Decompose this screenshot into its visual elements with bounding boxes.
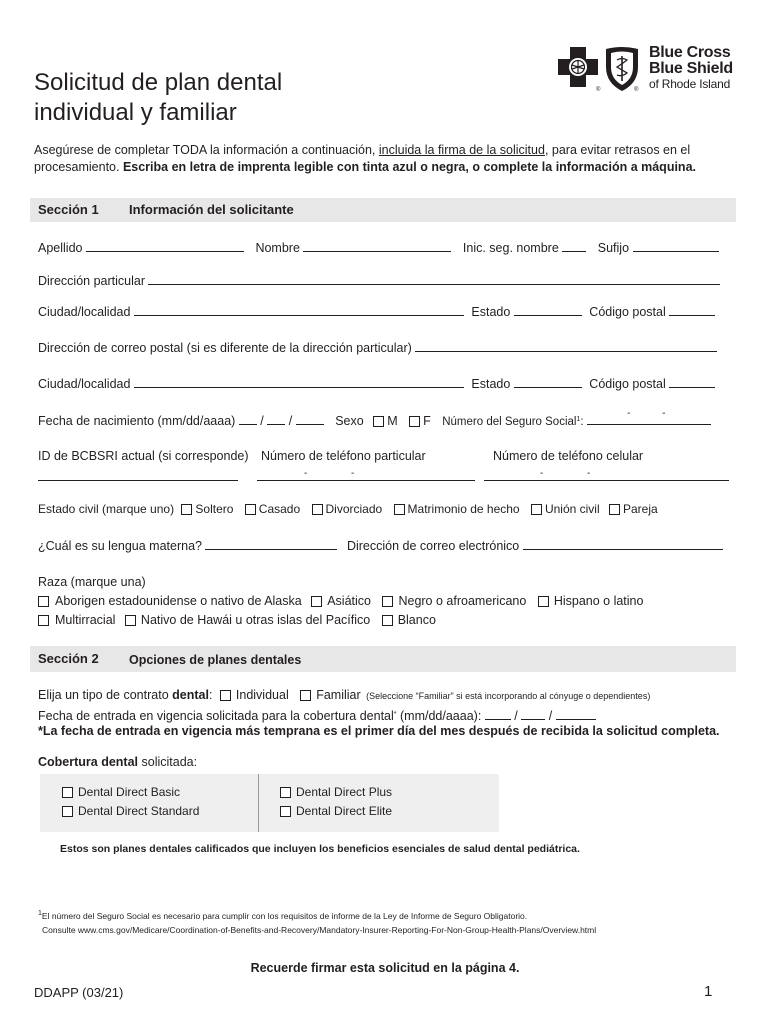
codigo-postal-2-field[interactable] bbox=[669, 374, 715, 388]
address-row: Dirección particular bbox=[38, 271, 720, 288]
plan-standard-option[interactable]: Dental Direct Standard bbox=[62, 804, 199, 818]
sexo-f-checkbox[interactable] bbox=[409, 416, 420, 427]
civil-checkbox[interactable] bbox=[312, 504, 323, 515]
id-bcbsri-field[interactable] bbox=[38, 480, 238, 481]
civil-option[interactable]: Divorciado bbox=[312, 502, 383, 516]
race-option[interactable]: Multirracial bbox=[38, 613, 115, 627]
form-code: DDAPP (03/21) bbox=[34, 985, 124, 1000]
race-row-1 bbox=[38, 594, 643, 608]
effective-month-field[interactable] bbox=[485, 706, 511, 720]
city-row: Ciudad/localidad Estado Código postal bbox=[38, 302, 715, 319]
estado-postal-field[interactable] bbox=[514, 374, 582, 388]
tel-particular-field[interactable]: - - bbox=[257, 480, 475, 481]
nombre-field[interactable] bbox=[303, 238, 451, 252]
logo-wordmark: Blue Cross Blue Shield of Rhode Island bbox=[649, 44, 733, 91]
race-option[interactable]: Blanco bbox=[382, 613, 436, 627]
estado-field[interactable] bbox=[514, 302, 582, 316]
plan-checkbox[interactable] bbox=[62, 806, 73, 817]
ciudad-postal-field[interactable] bbox=[134, 374, 464, 388]
sign-reminder: Recuerde firmar esta solicitud en la página 4. bbox=[250, 961, 520, 975]
page-title: Solicitud de plan dental individual y familiar bbox=[34, 69, 283, 126]
plan-plus-option[interactable]: Dental Direct Plus bbox=[280, 785, 392, 799]
race-option[interactable]: Asiático bbox=[311, 594, 371, 608]
civil-option[interactable]: Matrimonio de hecho bbox=[394, 502, 520, 516]
plans-note: Estos son planes dentales calificados que incluyen los beneficios esenciales de salud dental pediátrica. bbox=[60, 843, 580, 855]
race-option[interactable]: Nativo de Hawái u otras islas del Pacífico bbox=[125, 613, 370, 627]
race-option[interactable]: Aborigen estadounidense o nativo de Alaska bbox=[38, 594, 302, 608]
civil-option[interactable]: Soltero bbox=[181, 502, 233, 516]
email-field[interactable] bbox=[523, 536, 723, 550]
race-checkbox[interactable] bbox=[382, 615, 393, 626]
correo-postal-field[interactable] bbox=[415, 338, 717, 352]
race-checkbox[interactable] bbox=[538, 596, 549, 607]
coverage-options-box bbox=[40, 774, 499, 832]
marital-status-row: Estado civil (marque uno) Soltero Casado Divorciado Matrimonio de hecho Unión civil Pareja bbox=[38, 502, 658, 516]
effective-year-field[interactable] bbox=[556, 706, 596, 720]
codigo-postal-field[interactable] bbox=[669, 302, 715, 316]
effective-date-row: Fecha de entrada en vigencia solicitada para la cobertura dental* (mm/dd/aaaa): / / bbox=[38, 706, 596, 723]
contract-familiar-option[interactable]: Familiar bbox=[300, 688, 360, 702]
individual-checkbox[interactable] bbox=[220, 690, 231, 701]
plan-checkbox[interactable] bbox=[62, 787, 73, 798]
coverage-divider bbox=[258, 774, 259, 832]
svg-text:®: ® bbox=[596, 87, 601, 93]
inicial-field[interactable] bbox=[562, 238, 586, 252]
civil-checkbox[interactable] bbox=[531, 504, 542, 515]
race-checkbox[interactable] bbox=[311, 596, 322, 607]
civil-option[interactable]: Casado bbox=[245, 502, 300, 516]
birth-year-field[interactable] bbox=[296, 411, 324, 425]
effective-date-note: *La fecha de entrada en vigencia más temprana es el primer día del mes después de recibida la solicitud completa. bbox=[38, 724, 720, 738]
civil-checkbox[interactable] bbox=[394, 504, 405, 515]
civil-option[interactable]: Unión civil bbox=[531, 502, 600, 516]
page-number: 1 bbox=[704, 983, 713, 1000]
race-option[interactable]: Negro o afroamericano bbox=[382, 594, 526, 608]
sufijo-field[interactable] bbox=[633, 238, 719, 252]
familiar-checkbox[interactable] bbox=[300, 690, 311, 701]
footnote-line-1: $^1$El número del Seguro Social es necesario para cumplir con los requisitos de informe de la Ley de Informe de Seguro Obligatorio. bbox=[38, 910, 528, 921]
civil-option[interactable]: Pareja bbox=[609, 502, 658, 516]
race-option[interactable]: Hispano o latino bbox=[538, 594, 644, 608]
name-row: Apellido Nombre Inic. seg. nombre Sufijo bbox=[38, 238, 719, 255]
coverage-label: Cobertura dental solicitada: bbox=[38, 755, 198, 769]
section-2-header: Sección 2 Opciones de planes dentales bbox=[30, 646, 736, 672]
ssn-label: Número del Seguro Social$^1$: bbox=[442, 416, 584, 428]
birth-sex-ssn-row: Fecha de nacimiento (mm/dd/aaaa) / / Sexo M F Número del Seguro Social$^1$: - - bbox=[38, 411, 711, 428]
cross-shield-icon bbox=[556, 45, 648, 97]
section-1-header: Sección 1 Información del solicitante bbox=[30, 198, 736, 222]
sexo-m-checkbox[interactable] bbox=[373, 416, 384, 427]
language-email-row: ¿Cuál es su lengua materna? Dirección de correo electrónico bbox=[38, 536, 723, 553]
race-label: Raza (marque una) bbox=[38, 575, 146, 589]
civil-checkbox[interactable] bbox=[609, 504, 620, 515]
race-checkbox[interactable] bbox=[38, 615, 49, 626]
mailing-address-row: Dirección de correo postal (si es diferente de la dirección particular) bbox=[38, 338, 717, 355]
birth-month-field[interactable] bbox=[239, 411, 257, 425]
civil-checkbox[interactable] bbox=[245, 504, 256, 515]
direccion-field[interactable] bbox=[148, 271, 720, 285]
ssn-field[interactable]: - - bbox=[587, 411, 711, 425]
bcbsri-logo bbox=[556, 45, 740, 97]
effective-day-field[interactable] bbox=[521, 706, 545, 720]
plan-basic-option[interactable]: Dental Direct Basic bbox=[62, 785, 180, 799]
plan-checkbox[interactable] bbox=[280, 787, 291, 798]
tel-celular-field[interactable]: - - bbox=[484, 480, 729, 481]
ciudad-field[interactable] bbox=[134, 302, 464, 316]
race-checkbox[interactable] bbox=[382, 596, 393, 607]
plan-checkbox[interactable] bbox=[280, 806, 291, 817]
footnote-line-2: Consulte www.cms.gov/Medicare/Coordination-of-Benefits-and-Recovery/Mandatory-Insurer-Reporting-For-Non-Group-Health-Plans/Overview.html bbox=[42, 925, 597, 935]
race-checkbox[interactable] bbox=[38, 596, 49, 607]
svg-text:®: ® bbox=[634, 87, 639, 93]
race-checkbox[interactable] bbox=[125, 615, 136, 626]
birth-day-field[interactable] bbox=[267, 411, 285, 425]
plan-elite-option[interactable]: Dental Direct Elite bbox=[280, 804, 392, 818]
civil-checkbox[interactable] bbox=[181, 504, 192, 515]
contract-individual-option[interactable]: Individual bbox=[220, 688, 289, 702]
apellido-field[interactable] bbox=[86, 238, 244, 252]
mailing-city-row: Ciudad/localidad Estado Código postal bbox=[38, 374, 715, 391]
race-row-2 bbox=[38, 613, 436, 627]
contract-type-row: Elija un tipo de contrato dental: Individual Familiar (Seleccione “Familiar” si está incorporando al cónyuge o dependientes) bbox=[38, 688, 651, 702]
lengua-field[interactable] bbox=[205, 536, 337, 550]
instructions: Asegúrese de completar TODA la información a continuación, incluida la firma de la solicitud, para evitar retrasos en el procesamiento. Escriba en letra de imprenta legible con tinta azul o negra, o complete la información a máquina. bbox=[34, 143, 696, 174]
